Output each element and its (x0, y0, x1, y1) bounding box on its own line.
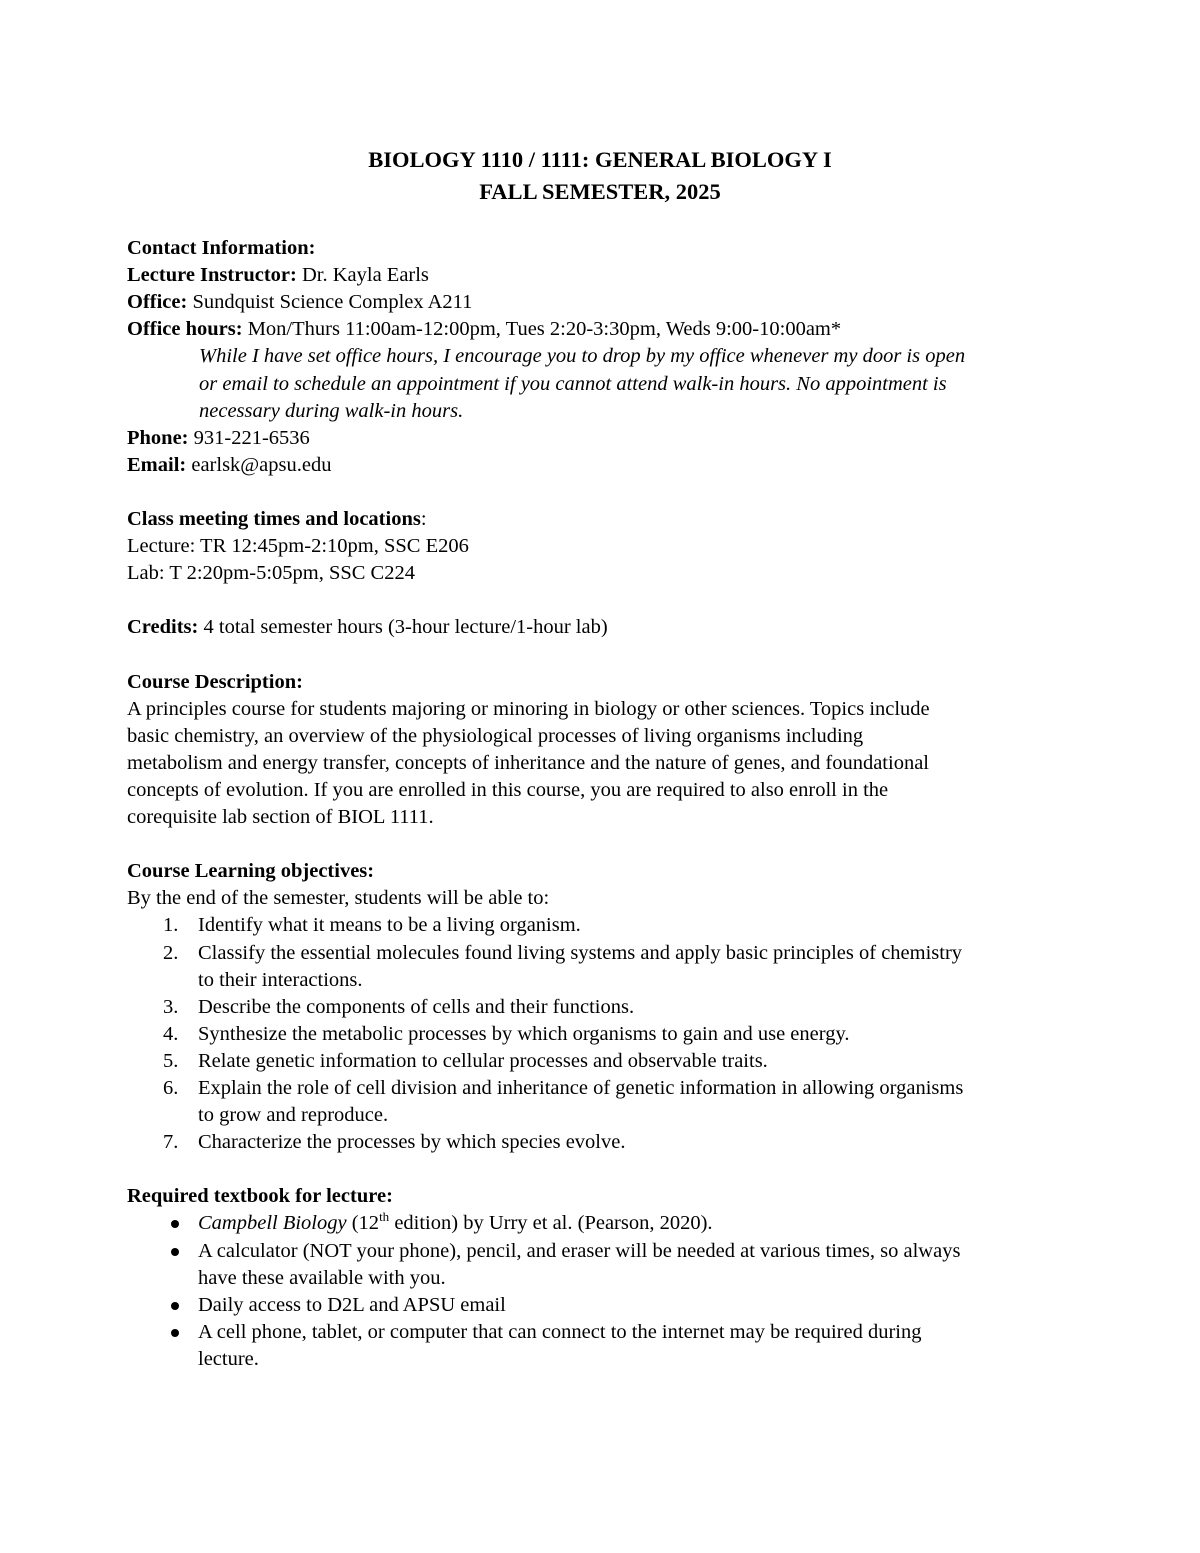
list-number: 1. (163, 914, 179, 937)
page-title (0, 144, 1200, 208)
instructor-label: Lecture Instructor: (127, 264, 297, 287)
office-value: Sundquist Science Complex A211 (187, 291, 473, 314)
credits-line (127, 614, 1087, 641)
list-item (127, 1021, 1087, 1048)
description-heading: Course Description: (127, 670, 303, 693)
list-number: 7. (163, 1131, 179, 1154)
email-label: Email: (127, 453, 187, 476)
list-item-text: A calculator (NOT your phone), pencil, and eraser will be needed at various times, so always (198, 1239, 961, 1262)
office-hours-note-line: While I have set office hours, I encourage you to drop by my office whenever my door is open (199, 345, 966, 368)
office-label: Office: (127, 291, 188, 314)
title-line-1: BIOLOGY 1110 / 1111: GENERAL BIOLOGY I (368, 147, 832, 172)
meeting-heading-colon: : (420, 508, 427, 531)
phone-label: Phone: (127, 426, 189, 449)
objectives-intro: By the end of the semester, students will be able to: (127, 887, 550, 910)
instructor-line (127, 262, 1087, 289)
list-item-text: to grow and reproduce. (198, 1104, 389, 1127)
office-line (127, 289, 1087, 316)
office-hours-value: Mon/Thurs 11:00am-12:00pm, Tues 2:20-3:30pm, Weds 9:00-10:00am* (242, 318, 842, 341)
description-line: metabolism and energy transfer, concepts of inheritance and the nature of genes, and foundational (127, 751, 929, 774)
list-item (127, 940, 1087, 994)
list-item (127, 1292, 1087, 1319)
textbook-heading: Required textbook for lecture: (127, 1185, 393, 1208)
description-line: concepts of evolution. If you are enrolled in this course, you are required to also enroll in the (127, 778, 889, 801)
textbook-list (127, 1210, 1087, 1373)
bullet-icon (171, 1302, 179, 1310)
list-item-text (198, 1210, 1087, 1237)
list-item-text: Explain the role of cell division and inheritance of genetic information in allowing organisms (198, 1077, 964, 1099)
list-number: 3. (163, 995, 179, 1018)
description-line: basic chemistry, an overview of the physiological processes of living organisms including (127, 724, 864, 747)
textbook-section (127, 1183, 1087, 1373)
list-number: 2. (163, 941, 179, 964)
list-item (127, 1129, 1087, 1156)
list-item (127, 912, 1087, 939)
meeting-section (127, 506, 1087, 587)
list-item (127, 1238, 1087, 1292)
list-item-text: Synthesize the metabolic processes by which organisms to gain and use energy. (198, 1022, 850, 1045)
lab-time: Lab: T 2:20pm-5:05pm, SSC C224 (127, 562, 415, 585)
credits-value: 4 total semester hours (3-hour lecture/1-hour lab) (198, 616, 608, 639)
list-number: 6. (163, 1077, 179, 1099)
meeting-heading-line (127, 506, 1087, 533)
objectives-list (127, 912, 1087, 1156)
book-title: Campbell Biology (198, 1212, 347, 1235)
phone-line (127, 425, 1087, 452)
title-line-2: FALL SEMESTER, 2025 (479, 179, 721, 204)
list-item-text: Daily access to D2L and APSU email (198, 1293, 506, 1316)
phone-value: 931-221-6536 (188, 426, 310, 449)
email-line (127, 452, 1087, 479)
list-number: 5. (163, 1049, 179, 1072)
office-hours-label: Office hours: (127, 318, 243, 341)
list-item-text: lecture. (198, 1347, 259, 1370)
list-item (127, 1048, 1087, 1075)
list-item (127, 994, 1087, 1021)
description-section (127, 669, 1087, 832)
description-line: A principles course for students majoring or minoring in biology or other sciences. Topics include (127, 697, 930, 720)
credits-label: Credits: (127, 616, 199, 639)
office-hours-line (127, 316, 1087, 343)
list-item (127, 1210, 1087, 1237)
meeting-heading: Class meeting times and locations (127, 508, 421, 531)
description-line: corequisite lab section of BIOL 1111. (127, 806, 434, 829)
book-edition-pre: (12 (346, 1212, 380, 1235)
objectives-heading: Course Learning objectives: (127, 860, 375, 883)
list-item-text: A cell phone, tablet, or computer that can connect to the internet may be required during (198, 1320, 922, 1343)
office-hours-note (127, 343, 1087, 424)
email-value[interactable]: earlsk@apsu.edu (186, 453, 332, 476)
document-body (127, 144, 1087, 1373)
list-item-text: Identify what it means to be a living organism. (198, 914, 581, 937)
list-item (127, 1075, 1087, 1129)
office-hours-note-line: necessary during walk-in hours. (199, 399, 464, 422)
objectives-section (127, 858, 1087, 1156)
contact-heading: Contact Information: (127, 237, 316, 260)
list-item-text: Characterize the processes by which species evolve. (198, 1131, 626, 1154)
book-edition-post: edition) by Urry et al. (Pearson, 2020). (389, 1212, 713, 1235)
book-edition-sup: th (379, 1209, 390, 1225)
bullet-icon (171, 1329, 179, 1337)
bullet-icon (171, 1248, 179, 1256)
list-item-text: Classify the essential molecules found living systems and apply basic principles of chemistry (198, 941, 963, 964)
contact-section (127, 235, 1087, 479)
list-number: 4. (163, 1022, 179, 1045)
list-item (127, 1319, 1087, 1373)
list-item-text: have these available with you. (198, 1266, 446, 1289)
lecture-time: Lecture: TR 12:45pm-2:10pm, SSC E206 (127, 535, 469, 558)
list-item-text: to their interactions. (198, 968, 363, 991)
office-hours-note-line: or email to schedule an appointment if you cannot attend walk-in hours. No appointment is (199, 372, 947, 395)
list-item-text: Relate genetic information to cellular processes and observable traits. (198, 1049, 768, 1072)
instructor-value: Dr. Kayla Earls (296, 264, 429, 287)
bullet-icon (171, 1220, 179, 1228)
list-item-text: Describe the components of cells and their functions. (198, 995, 635, 1018)
